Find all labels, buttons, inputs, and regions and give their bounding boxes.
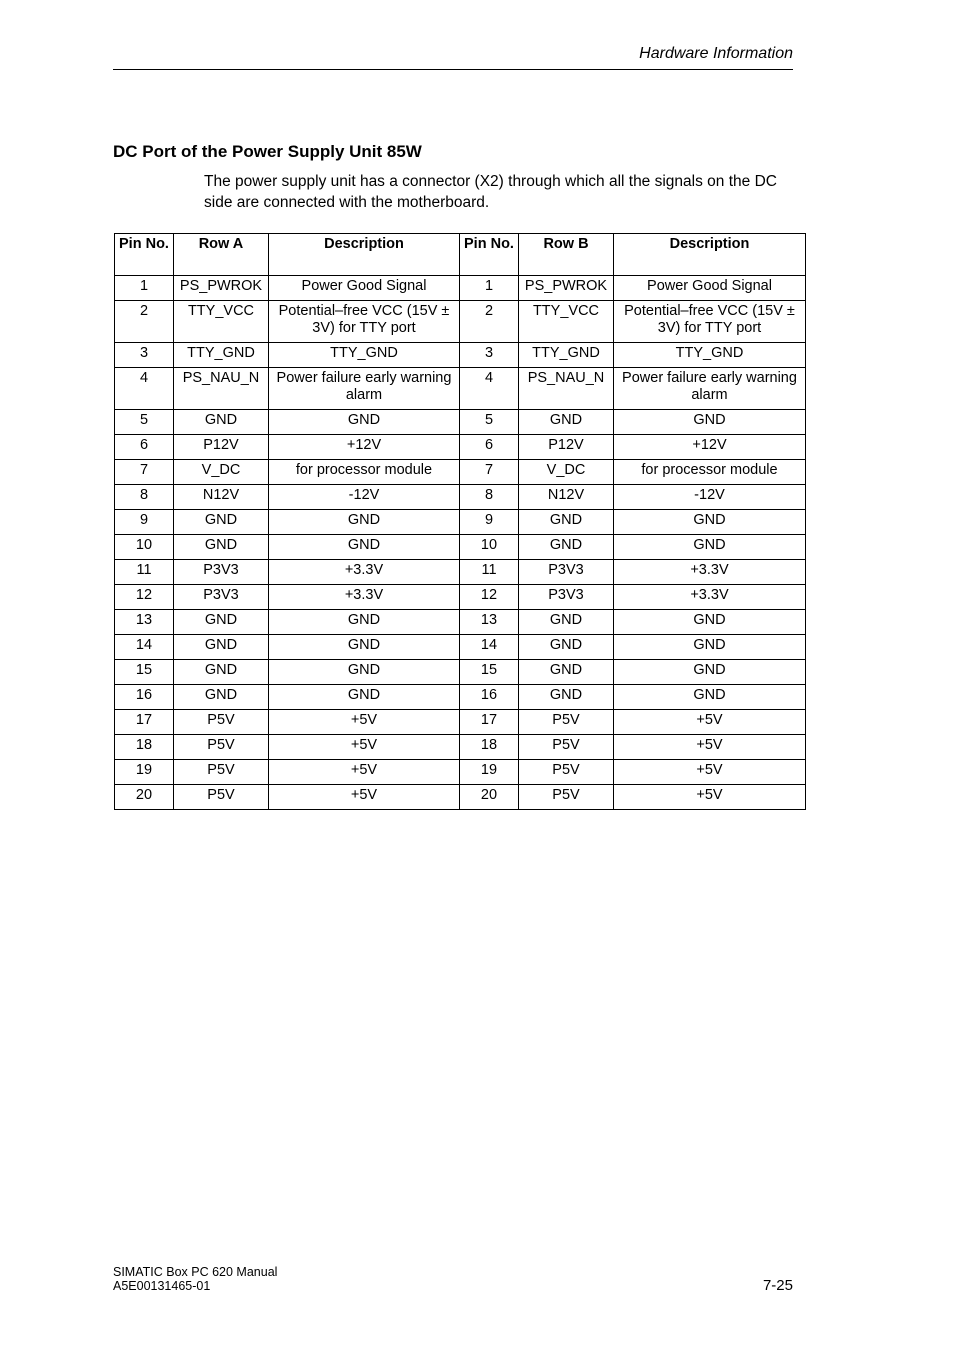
description-a-cell: +3.3V (269, 560, 460, 585)
description-a-cell: Potential–free VCC (15V ± 3V) for TTY port (269, 301, 460, 343)
column-header-description-a: Description (269, 234, 460, 276)
table-row (115, 660, 806, 685)
pin-b-cell: 12 (460, 585, 519, 610)
pin-a-cell: 20 (115, 785, 174, 810)
pin-a-cell: 12 (115, 585, 174, 610)
table-row (115, 785, 806, 810)
pin-a-cell: 15 (115, 660, 174, 685)
description-b-cell: GND (614, 685, 806, 710)
pin-a-cell: 16 (115, 685, 174, 710)
table-row (115, 485, 806, 510)
row-a-signal-cell: PS_PWROK (174, 276, 269, 301)
description-b-cell: Power failure early warning alarm (614, 368, 806, 410)
pin-b-cell: 20 (460, 785, 519, 810)
row-b-signal-cell: GND (519, 535, 614, 560)
description-a-cell: +5V (269, 710, 460, 735)
pin-a-cell: 8 (115, 485, 174, 510)
row-b-signal-cell: P5V (519, 735, 614, 760)
description-a-cell: +5V (269, 735, 460, 760)
table-row (115, 635, 806, 660)
row-a-signal-cell: GND (174, 685, 269, 710)
pin-b-cell: 4 (460, 368, 519, 410)
description-a-cell: -12V (269, 485, 460, 510)
row-b-signal-cell: P12V (519, 435, 614, 460)
row-a-signal-cell: P12V (174, 435, 269, 460)
table-header-row (115, 234, 806, 276)
pin-b-cell: 13 (460, 610, 519, 635)
column-header-description-b: Description (614, 234, 806, 276)
row-a-signal-cell: GND (174, 410, 269, 435)
row-b-signal-cell: TTY_VCC (519, 301, 614, 343)
row-a-signal-cell: P5V (174, 785, 269, 810)
row-b-signal-cell: N12V (519, 485, 614, 510)
table-row (115, 685, 806, 710)
table-row (115, 535, 806, 560)
description-b-cell: GND (614, 410, 806, 435)
description-a-cell: +12V (269, 435, 460, 460)
pin-a-cell: 7 (115, 460, 174, 485)
pin-a-cell: 13 (115, 610, 174, 635)
row-a-signal-cell: N12V (174, 485, 269, 510)
description-b-cell: TTY_GND (614, 343, 806, 368)
table-row (115, 276, 806, 301)
description-b-cell: +3.3V (614, 560, 806, 585)
header-rule (113, 69, 793, 70)
row-b-signal-cell: GND (519, 610, 614, 635)
footer-order-number: A5E00131465-01 (113, 1279, 211, 1293)
pin-b-cell: 17 (460, 710, 519, 735)
pin-a-cell: 9 (115, 510, 174, 535)
row-a-signal-cell: TTY_VCC (174, 301, 269, 343)
row-a-signal-cell: P5V (174, 735, 269, 760)
pin-b-cell: 3 (460, 343, 519, 368)
description-b-cell: GND (614, 510, 806, 535)
pin-b-cell: 6 (460, 435, 519, 460)
column-header-row-b: Row B (519, 234, 614, 276)
description-b-cell: GND (614, 660, 806, 685)
row-a-signal-cell: GND (174, 660, 269, 685)
row-a-signal-cell: GND (174, 635, 269, 660)
pin-a-cell: 10 (115, 535, 174, 560)
footer-manual-title: SIMATIC Box PC 620 Manual (113, 1265, 278, 1279)
row-b-signal-cell: GND (519, 635, 614, 660)
running-header: Hardware Information (639, 45, 793, 62)
row-a-signal-cell: P5V (174, 710, 269, 735)
row-b-signal-cell: GND (519, 510, 614, 535)
pin-a-cell: 14 (115, 635, 174, 660)
description-a-cell: GND (269, 685, 460, 710)
description-b-cell: +5V (614, 710, 806, 735)
description-a-cell: Power Good Signal (269, 276, 460, 301)
table-row (115, 368, 806, 410)
pin-a-cell: 11 (115, 560, 174, 585)
pin-a-cell: 5 (115, 410, 174, 435)
row-b-signal-cell: GND (519, 410, 614, 435)
row-b-signal-cell: TTY_GND (519, 343, 614, 368)
description-a-cell: GND (269, 510, 460, 535)
description-a-cell: Power failure early warning alarm (269, 368, 460, 410)
description-b-cell: +12V (614, 435, 806, 460)
pin-a-cell: 3 (115, 343, 174, 368)
row-a-signal-cell: TTY_GND (174, 343, 269, 368)
row-b-signal-cell: PS_NAU_N (519, 368, 614, 410)
row-b-signal-cell: V_DC (519, 460, 614, 485)
row-a-signal-cell: GND (174, 510, 269, 535)
pin-b-cell: 5 (460, 410, 519, 435)
row-b-signal-cell: GND (519, 660, 614, 685)
row-b-signal-cell: P5V (519, 760, 614, 785)
pin-b-cell: 15 (460, 660, 519, 685)
table-row (115, 435, 806, 460)
page-number: 7-25 (762, 1277, 793, 1294)
description-b-cell: Power Good Signal (614, 276, 806, 301)
description-a-cell: GND (269, 660, 460, 685)
description-b-cell: GND (614, 535, 806, 560)
description-b-cell: +5V (614, 760, 806, 785)
pin-a-cell: 1 (115, 276, 174, 301)
description-b-cell: for processor module (614, 460, 806, 485)
table-row (115, 710, 806, 735)
description-a-cell: GND (269, 635, 460, 660)
description-a-cell: +5V (269, 760, 460, 785)
row-a-signal-cell: V_DC (174, 460, 269, 485)
table-row (115, 410, 806, 435)
table-body (115, 276, 806, 810)
pin-b-cell: 19 (460, 760, 519, 785)
description-a-cell: TTY_GND (269, 343, 460, 368)
row-a-signal-cell: P3V3 (174, 585, 269, 610)
table-row (115, 343, 806, 368)
table-row (115, 510, 806, 535)
pin-b-cell: 2 (460, 301, 519, 343)
description-b-cell: Potential–free VCC (15V ± 3V) for TTY port (614, 301, 806, 343)
row-a-signal-cell: GND (174, 535, 269, 560)
pin-a-cell: 2 (115, 301, 174, 343)
table-row (115, 760, 806, 785)
description-b-cell: GND (614, 635, 806, 660)
description-b-cell: +5V (614, 735, 806, 760)
description-a-cell: +5V (269, 785, 460, 810)
section-title: DC Port of the Power Supply Unit 85W (113, 142, 422, 161)
description-a-cell: +3.3V (269, 585, 460, 610)
table-row (115, 735, 806, 760)
pin-b-cell: 1 (460, 276, 519, 301)
description-a-cell: GND (269, 535, 460, 560)
pin-a-cell: 4 (115, 368, 174, 410)
table-row (115, 301, 806, 343)
intro-paragraph: The power supply unit has a connector (X2) through which all the signals on the DC side are connected with the motherboard. (204, 173, 777, 211)
pin-a-cell: 6 (115, 435, 174, 460)
row-b-signal-cell: P3V3 (519, 585, 614, 610)
pin-b-cell: 7 (460, 460, 519, 485)
pin-b-cell: 10 (460, 535, 519, 560)
row-a-signal-cell: PS_NAU_N (174, 368, 269, 410)
description-b-cell: -12V (614, 485, 806, 510)
pin-b-cell: 11 (460, 560, 519, 585)
pin-a-cell: 19 (115, 760, 174, 785)
pin-b-cell: 9 (460, 510, 519, 535)
pin-b-cell: 16 (460, 685, 519, 710)
row-b-signal-cell: P5V (519, 785, 614, 810)
description-a-cell: GND (269, 410, 460, 435)
table-row (115, 610, 806, 635)
pin-a-cell: 17 (115, 710, 174, 735)
row-b-signal-cell: PS_PWROK (519, 276, 614, 301)
description-a-cell: for processor module (269, 460, 460, 485)
row-a-signal-cell: GND (174, 610, 269, 635)
pin-a-cell: 18 (115, 735, 174, 760)
description-b-cell: +3.3V (614, 585, 806, 610)
pin-b-cell: 14 (460, 635, 519, 660)
column-header-pin-a: Pin No. (115, 234, 174, 276)
column-header-pin-b: Pin No. (460, 234, 519, 276)
row-a-signal-cell: P5V (174, 760, 269, 785)
row-b-signal-cell: P5V (519, 710, 614, 735)
footer-manual-info (113, 1265, 277, 1293)
row-a-signal-cell: P3V3 (174, 560, 269, 585)
description-a-cell: GND (269, 610, 460, 635)
description-b-cell: GND (614, 610, 806, 635)
table-row (115, 560, 806, 585)
pin-b-cell: 8 (460, 485, 519, 510)
table-row (115, 585, 806, 610)
description-b-cell: +5V (614, 785, 806, 810)
row-b-signal-cell: P3V3 (519, 560, 614, 585)
column-header-row-a: Row A (174, 234, 269, 276)
table-row (115, 460, 806, 485)
pin-b-cell: 18 (460, 735, 519, 760)
row-b-signal-cell: GND (519, 685, 614, 710)
pin-assignment-table (114, 233, 806, 810)
